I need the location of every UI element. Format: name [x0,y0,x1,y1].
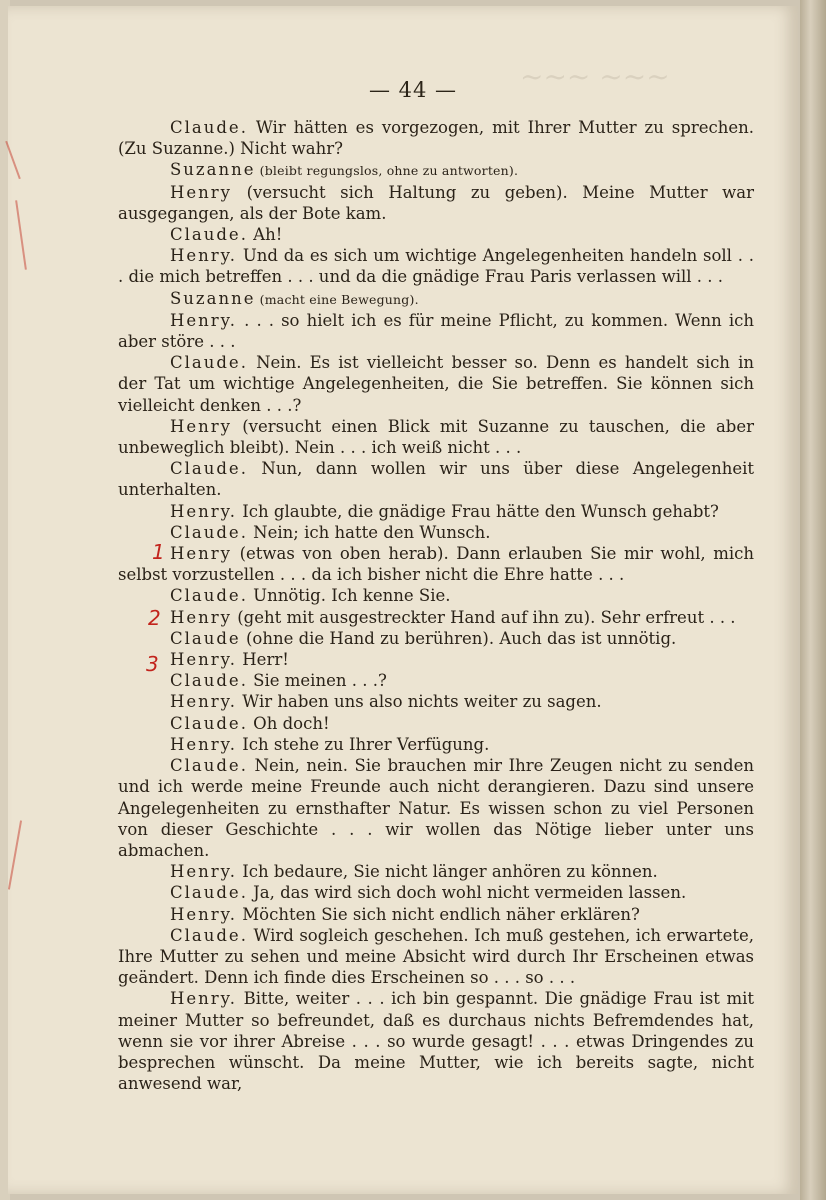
speaker-name: Claude. [170,925,248,945]
speaker-name: Henry [170,607,232,627]
line-text: Wird sogleich geschehen. Ich muß gestehen, ich erwartete, Ihre Mutter zu sehen und meine Absicht wird durch Ihr Erscheinen etwas geändert. Denn ich finde dies Erscheinen so . . . so . . . [118,925,754,988]
margin-mark-2: 2 [148,606,161,630]
speaker-name: Claude. [170,225,248,245]
line-text: Bitte, weiter . . . ich bin gespannt. Die gnädige Frau ist mit meiner Mutter so befreundet, daß es durchaus nichts Befremdendes hat, wenn sie vor ihrer Abreise . . . so wurde gesagt! . . . etwas Dringendes zu besprechen wünscht. Da meine Mutter, wie ich bereits sagte, nicht anwesend war, [118,989,754,1094]
stage-direction: (macht eine Bewegung). [255,291,419,307]
speaker-name: Henry. [170,246,238,266]
speaker-name: Henry [170,416,232,436]
line-text: Ich glaubte, die gnädige Frau hätte den Wunsch gehabt? [237,501,719,521]
speaker-name: Henry. [170,862,238,882]
dialogue-line [118,649,754,670]
line-text: (ohne die Hand zu berühren). Auch das ist unnötig. [240,628,677,648]
line-text: Ich bedaure, Sie nicht länger anhören zu können. [237,862,658,882]
dialogue-line [118,310,754,352]
speaker-name: Henry. [170,501,238,521]
dialogue-line [118,501,754,522]
speaker-name: Claude. [170,522,248,542]
speaker-name: Henry. [170,904,238,924]
line-text: Ja, das wird sich doch wohl nicht vermeiden lassen. [247,883,687,903]
dialogue-line [118,224,754,245]
dialogue-line [118,925,754,989]
line-text: Und da es sich um wichtige Angelegenheiten handeln soll . . . die mich betreffen . . . und da die gnädige Frau Paris verlassen will . . . [118,246,754,287]
line-text: Oh doch! [247,713,330,733]
speaker-name: Claude. [170,756,248,776]
speaker-name: Claude. [170,883,248,903]
line-text: Ah! [247,225,283,245]
line-text: Wir hätten es vorgezogen, mit Ihrer Mutter zu sprechen. (Zu Suzanne.) Nicht wahr? [118,118,754,159]
margin-mark-3: 3 [146,652,159,676]
bleed-through-handwriting: ~~~ ~~~ [520,60,670,93]
book-spine [800,0,826,1200]
line-text: Nein. Es ist vielleicht besser so. Denn es handelt sich in der Tat um wichtige Angelegenheiten, die Sie betreffen. Sie können sich vielleicht denken . . .? [118,353,754,415]
speaker-name: Claude. [170,353,248,373]
line-text: Wir haben uns also nichts weiter zu sagen. [237,692,602,712]
speaker-name: Henry. [170,989,238,1009]
dialogue-line [118,861,754,882]
speaker-name: Suzanne [170,160,256,180]
dialogue-line [118,628,754,649]
dialogue-line [118,607,754,628]
dialogue-line [118,882,754,903]
dialogue-line [118,585,754,606]
line-text: Nun, dann wollen wir uns über diese Angelegenheit unterhalten. [118,459,754,500]
speaker-name: Henry [170,544,232,564]
dialogue-line [118,988,754,1094]
line-text: Unnötig. Ich kenne Sie. [247,586,451,606]
speaker-name: Claude. [170,118,248,137]
speaker-name: Henry. [170,310,238,330]
speaker-name: Claude. [170,586,248,606]
dialogue-line [118,543,754,585]
page-body-text [118,117,754,1094]
line-text: Ich stehe zu Ihrer Verfügung. [237,734,490,754]
dialogue-line [118,117,754,159]
dialogue-line [118,288,754,310]
dialogue-line [118,352,754,416]
dialogue-line [118,755,754,861]
dialogue-line [118,522,754,543]
dialogue-line [118,245,754,287]
page-number: — 44 — [368,78,458,102]
stage-direction: (bleibt regungslos, ohne zu antworten). [255,163,519,179]
line-text: (versucht einen Blick mit Suzanne zu tauschen, die aber unbeweglich bleibt). Nein . . . ich weiß nicht . . . [118,416,754,458]
line-text: (etwas von oben herab). Dann erlauben Sie mir wohl, mich selbst vorzustellen . . . da ich bisher nicht die Ehre hatte . . . [118,544,754,585]
speaker-name: Henry. [170,692,238,712]
dialogue-line [118,670,754,691]
line-text: (geht mit ausgestreckter Hand auf ihn zu). Sehr erfreut . . . [232,607,736,627]
dialogue-line [118,734,754,755]
margin-mark-1: 1 [152,540,165,564]
line-text: Sie meinen . . .? [247,671,387,691]
line-text: Nein; ich hatte den Wunsch. [247,522,491,542]
line-text: . . . so hielt ich es für meine Pflicht, zu kommen. Wenn ich aber störe . . . [118,310,754,352]
speaker-name: Henry. [170,650,238,670]
dialogue-line [118,182,754,224]
dialogue-line [118,159,754,181]
dialogue-line [118,691,754,712]
speaker-name: Claude. [170,459,248,479]
dialogue-line [118,458,754,500]
dialogue-line [118,713,754,734]
speaker-name: Claude. [170,713,248,733]
speaker-name: Claude [170,628,241,648]
speaker-name: Henry. [170,734,238,754]
line-text: Möchten Sie sich nicht endlich näher erklären? [237,904,640,924]
line-text: (versucht sich Haltung zu geben). Meine Mutter war ausgegangen, als der Bote kam. [118,182,754,223]
line-text: Herr! [237,650,289,670]
speaker-name: Claude. [170,671,248,691]
dialogue-line [118,904,754,925]
speaker-name: Suzanne [170,288,256,308]
line-text: Nein, nein. Sie brauchen mir Ihre Zeugen nicht zu senden und ich werde meine Freunde auch nicht derangieren. Dazu sind unsere Angelegenheiten zu ernsthafter Natur. Es wissen schon zu viel Personen von dieser Geschichte . . . wir wollen das Nötige lieber unter uns abmachen. [118,756,754,860]
dialogue-line [118,416,754,458]
speaker-name: Henry [170,182,232,202]
